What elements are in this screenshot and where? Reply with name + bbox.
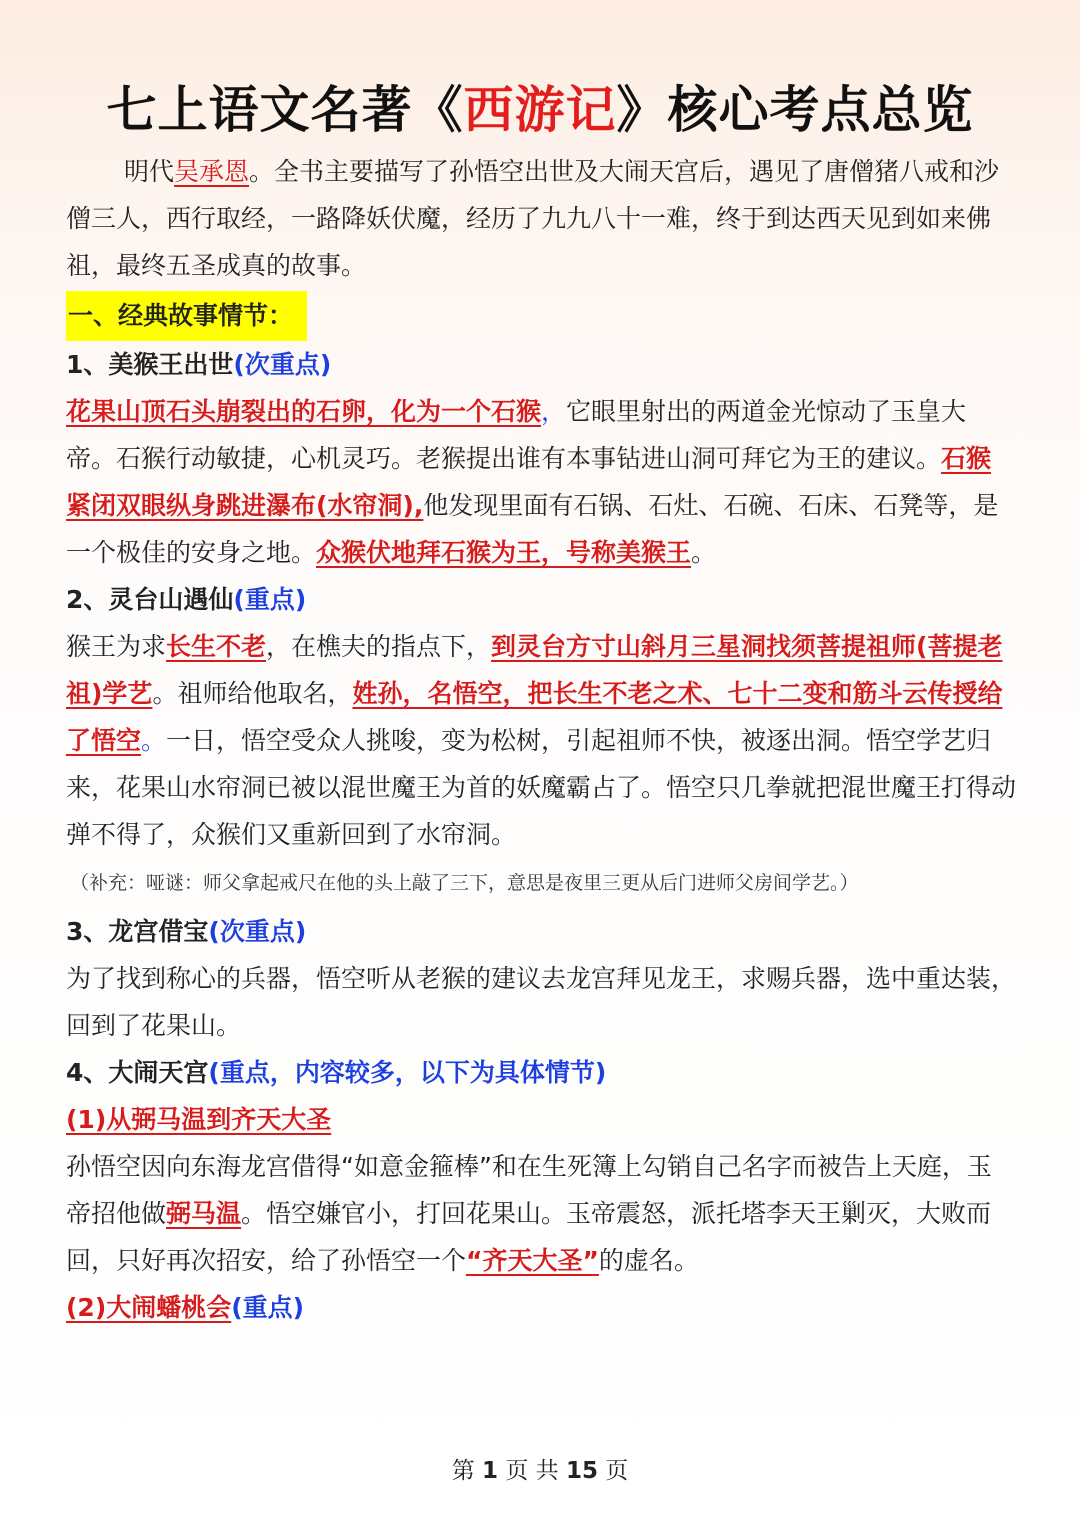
story-4-sub1-heading: (1)从弼马温到齐天大圣: [66, 1105, 332, 1134]
story-3-heading: 3、龙宫借宝(次重点): [66, 917, 307, 946]
story-1-heading: 1、美猴王出世(次重点): [66, 350, 332, 379]
intro-paragraph: 明代吴承恩。全书主要描写了孙悟空出世及大闹天宫后，遇见了唐僧猪八戒和沙僧三人，西行取经，一路降妖伏魔，经历了九九八十一难，终于到达西天见到如来佛祖，最终五圣成真的故事。: [66, 157, 1000, 280]
author-name: 吴承恩: [174, 157, 250, 186]
story-4-sub1-text: 孙悟空因向东海龙宫借得“如意金箍棒”和在生死簿上勾销自己名字而被告上天庭，玉帝招他做弼马温。悟空嫌官小，打回花果山。玉帝震怒，派托塔李天王剿灭，大败而回，只好再次招安，给了孙悟空一个“齐天大圣”的虚名。: [66, 1152, 992, 1275]
book-name: 西游记: [463, 81, 617, 139]
story-4-heading: 4、大闹天宫(重点，内容较多，以下为具体情节): [66, 1058, 607, 1087]
section-heading-plots: 一、经典故事情节：: [66, 291, 307, 341]
story-2-heading: 2、灵台山遇仙(重点): [66, 585, 307, 614]
document-body: [66, 148, 1016, 1331]
story-2-note: （补充：哑谜：师父拿起戒尺在他的头上敲了三下，意思是夜里三更从后门进师父房间学艺。）: [70, 872, 859, 894]
story-3-text: 为了找到称心的兵器，悟空听从老猴的建议去龙宫拜见龙王，求赐兵器，选中重达装，回到了花果山。: [66, 964, 1017, 1040]
page-title: 七上语文名著《西游记》核心考点总览: [106, 81, 974, 139]
story-4-sub2-heading: (2)大闹蟠桃会(重点): [66, 1293, 305, 1322]
page-number: 第 1 页 共 15 页: [451, 1458, 629, 1484]
story-2-text: 猴王为求长生不老，在樵夫的指点下，到灵台方寸山斜月三星洞找须菩提祖师(菩提老祖)学艺。祖师给他取名，姓孙，名悟空，把长生不老之术、七十二变和筋斗云传授给了悟空。一日，悟空受众人挑唆，变为松树，引起祖师不快，被逐出洞。悟空学艺归来，花果山水帘洞已被以混世魔王为首的妖魔霸占了。悟空只几拳就把混世魔王打得动弹不得了，众猴们又重新回到了水帘洞。: [66, 632, 1017, 849]
story-1-text: 花果山顶石头崩裂出的石卵，化为一个石猴，它眼里射出的两道金光惊动了玉皇大帝。石猴行动敏捷，心机灵巧。老猴提出谁有本事钻进山洞可拜它为王的建议。石猴紧闭双眼纵身跳进瀑布(水帘洞),他发现里面有石锅、石灶、石碗、石床、石凳等，是一个极佳的安身之地。众猴伏地拜石猴为王，号称美猴王。: [66, 397, 999, 567]
